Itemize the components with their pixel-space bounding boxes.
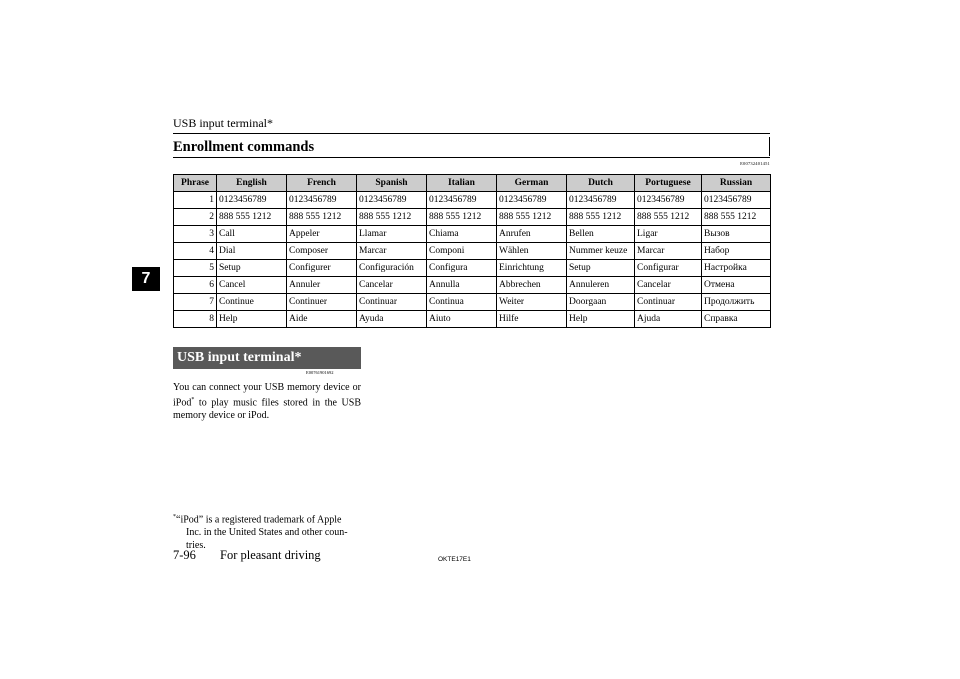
table-cell: Aiuto bbox=[427, 311, 497, 328]
table-row bbox=[174, 294, 771, 311]
table-cell: Nummer keuze bbox=[567, 243, 635, 260]
table-cell: Dial bbox=[217, 243, 287, 260]
table-cell: Doorgaan bbox=[567, 294, 635, 311]
table-row bbox=[174, 192, 771, 209]
footnote-marker: * bbox=[173, 514, 176, 520]
table-cell: 0123456789 bbox=[427, 192, 497, 209]
table-row bbox=[174, 243, 771, 260]
column-header: Phrase bbox=[174, 175, 217, 192]
table-cell: Continuer bbox=[287, 294, 357, 311]
table-header-row bbox=[174, 175, 771, 192]
table-cell: 0123456789 bbox=[357, 192, 427, 209]
usb-description-text: You can connect your USB memory device or iPod bbox=[173, 382, 361, 409]
table-cell: 0123456789 bbox=[497, 192, 567, 209]
table-cell: Setup bbox=[567, 260, 635, 277]
page-number: 7-96 bbox=[173, 548, 196, 562]
table-cell: Configuración bbox=[357, 260, 427, 277]
table-cell: Call bbox=[217, 226, 287, 243]
table-cell: Cancel bbox=[217, 277, 287, 294]
chapter-tab: 7 bbox=[132, 267, 160, 291]
table-cell: Annuler bbox=[287, 277, 357, 294]
table-cell: Chiama bbox=[427, 226, 497, 243]
table-cell: Configurer bbox=[287, 260, 357, 277]
footer-title: For pleasant driving bbox=[220, 548, 321, 562]
column-header: English bbox=[217, 175, 287, 192]
table-cell: 888 555 1212 bbox=[427, 209, 497, 226]
table-cell: Abbrechen bbox=[497, 277, 567, 294]
table-row bbox=[174, 260, 771, 277]
table-cell: 888 555 1212 bbox=[217, 209, 287, 226]
column-header: French bbox=[287, 175, 357, 192]
table-cell: Cancelar bbox=[635, 277, 702, 294]
table-cell: Cancelar bbox=[357, 277, 427, 294]
table-cell: Continuar bbox=[357, 294, 427, 311]
table-cell: Ligar bbox=[635, 226, 702, 243]
table-cell: Annuleren bbox=[567, 277, 635, 294]
phrase-number-cell: 4 bbox=[174, 243, 217, 260]
phrase-number-cell: 3 bbox=[174, 226, 217, 243]
usb-description bbox=[173, 381, 361, 422]
section-rule bbox=[173, 157, 770, 158]
phrase-number-cell: 8 bbox=[174, 311, 217, 328]
table-cell: Composer bbox=[287, 243, 357, 260]
table-cell: 888 555 1212 bbox=[497, 209, 567, 226]
table-cell: Ayuda bbox=[357, 311, 427, 328]
column-header: Dutch bbox=[567, 175, 635, 192]
table-cell: Llamar bbox=[357, 226, 427, 243]
footnote-ref: * bbox=[191, 397, 195, 403]
table-row bbox=[174, 277, 771, 294]
section-title: Enrollment commands bbox=[173, 139, 315, 155]
table-cell: 888 555 1212 bbox=[702, 209, 771, 226]
table-cell: Weiter bbox=[497, 294, 567, 311]
column-header: Russian bbox=[702, 175, 771, 192]
table-cell: 888 555 1212 bbox=[357, 209, 427, 226]
usb-ref-code: E00761901692 bbox=[306, 370, 334, 375]
table-row bbox=[174, 209, 771, 226]
section-title-bar bbox=[769, 137, 770, 156]
table-cell: Wählen bbox=[497, 243, 567, 260]
table-cell: Help bbox=[217, 311, 287, 328]
column-header: Portuguese bbox=[635, 175, 702, 192]
table-row bbox=[174, 311, 771, 328]
table-cell: 888 555 1212 bbox=[287, 209, 357, 226]
table-cell: Marcar bbox=[357, 243, 427, 260]
table-cell: Bellen bbox=[567, 226, 635, 243]
footnote-line: “iPod” is a registered trademark of Apple bbox=[176, 514, 342, 526]
table-cell: Continua bbox=[427, 294, 497, 311]
table-cell: Набор bbox=[702, 243, 771, 260]
enrollment-commands-table bbox=[173, 174, 771, 328]
usb-section-heading: USB input terminal* bbox=[173, 347, 361, 369]
table-cell: Componi bbox=[427, 243, 497, 260]
table-cell: Hilfe bbox=[497, 311, 567, 328]
table-cell: Continuar bbox=[635, 294, 702, 311]
column-header: German bbox=[497, 175, 567, 192]
phrase-number-cell: 1 bbox=[174, 192, 217, 209]
table-cell: Справка bbox=[702, 311, 771, 328]
table-cell: Help bbox=[567, 311, 635, 328]
footnote bbox=[173, 511, 361, 552]
phrase-number-cell: 2 bbox=[174, 209, 217, 226]
document-code: OKTE17E1 bbox=[438, 556, 471, 563]
table-cell: Вызов bbox=[702, 226, 771, 243]
table-cell: Configura bbox=[427, 260, 497, 277]
footnote-line: Inc. in the United States and other coun- bbox=[186, 527, 348, 539]
column-header: Spanish bbox=[357, 175, 427, 192]
table-cell: Continue bbox=[217, 294, 287, 311]
header-rule bbox=[173, 133, 770, 134]
table-cell: Настройка bbox=[702, 260, 771, 277]
table-cell: Ajuda bbox=[635, 311, 702, 328]
table-cell: Anrufen bbox=[497, 226, 567, 243]
table-cell: 0123456789 bbox=[635, 192, 702, 209]
phrase-number-cell: 5 bbox=[174, 260, 217, 277]
footnote-line: tries. bbox=[186, 540, 206, 552]
table-cell: Продолжить bbox=[702, 294, 771, 311]
table-cell: 888 555 1212 bbox=[635, 209, 702, 226]
table-cell: Appeler bbox=[287, 226, 357, 243]
table-cell: 0123456789 bbox=[217, 192, 287, 209]
table-cell: Отмена bbox=[702, 277, 771, 294]
phrase-number-cell: 6 bbox=[174, 277, 217, 294]
table-row bbox=[174, 226, 771, 243]
table-cell: Annulla bbox=[427, 277, 497, 294]
table-cell: Configurar bbox=[635, 260, 702, 277]
table-cell: Einrichtung bbox=[497, 260, 567, 277]
table-cell: Marcar bbox=[635, 243, 702, 260]
table-cell: 0123456789 bbox=[567, 192, 635, 209]
column-header: Italian bbox=[427, 175, 497, 192]
table-cell: 0123456789 bbox=[287, 192, 357, 209]
table-cell: Aide bbox=[287, 311, 357, 328]
phrase-number-cell: 7 bbox=[174, 294, 217, 311]
usb-description-text-cont: to play music files stored in the USB memory device or iPod. bbox=[173, 397, 361, 422]
section-ref-code: E00732401451 bbox=[740, 161, 770, 166]
table-cell: 888 555 1212 bbox=[567, 209, 635, 226]
table-cell: 0123456789 bbox=[702, 192, 771, 209]
running-header: USB input terminal* bbox=[173, 116, 273, 130]
table-cell: Setup bbox=[217, 260, 287, 277]
